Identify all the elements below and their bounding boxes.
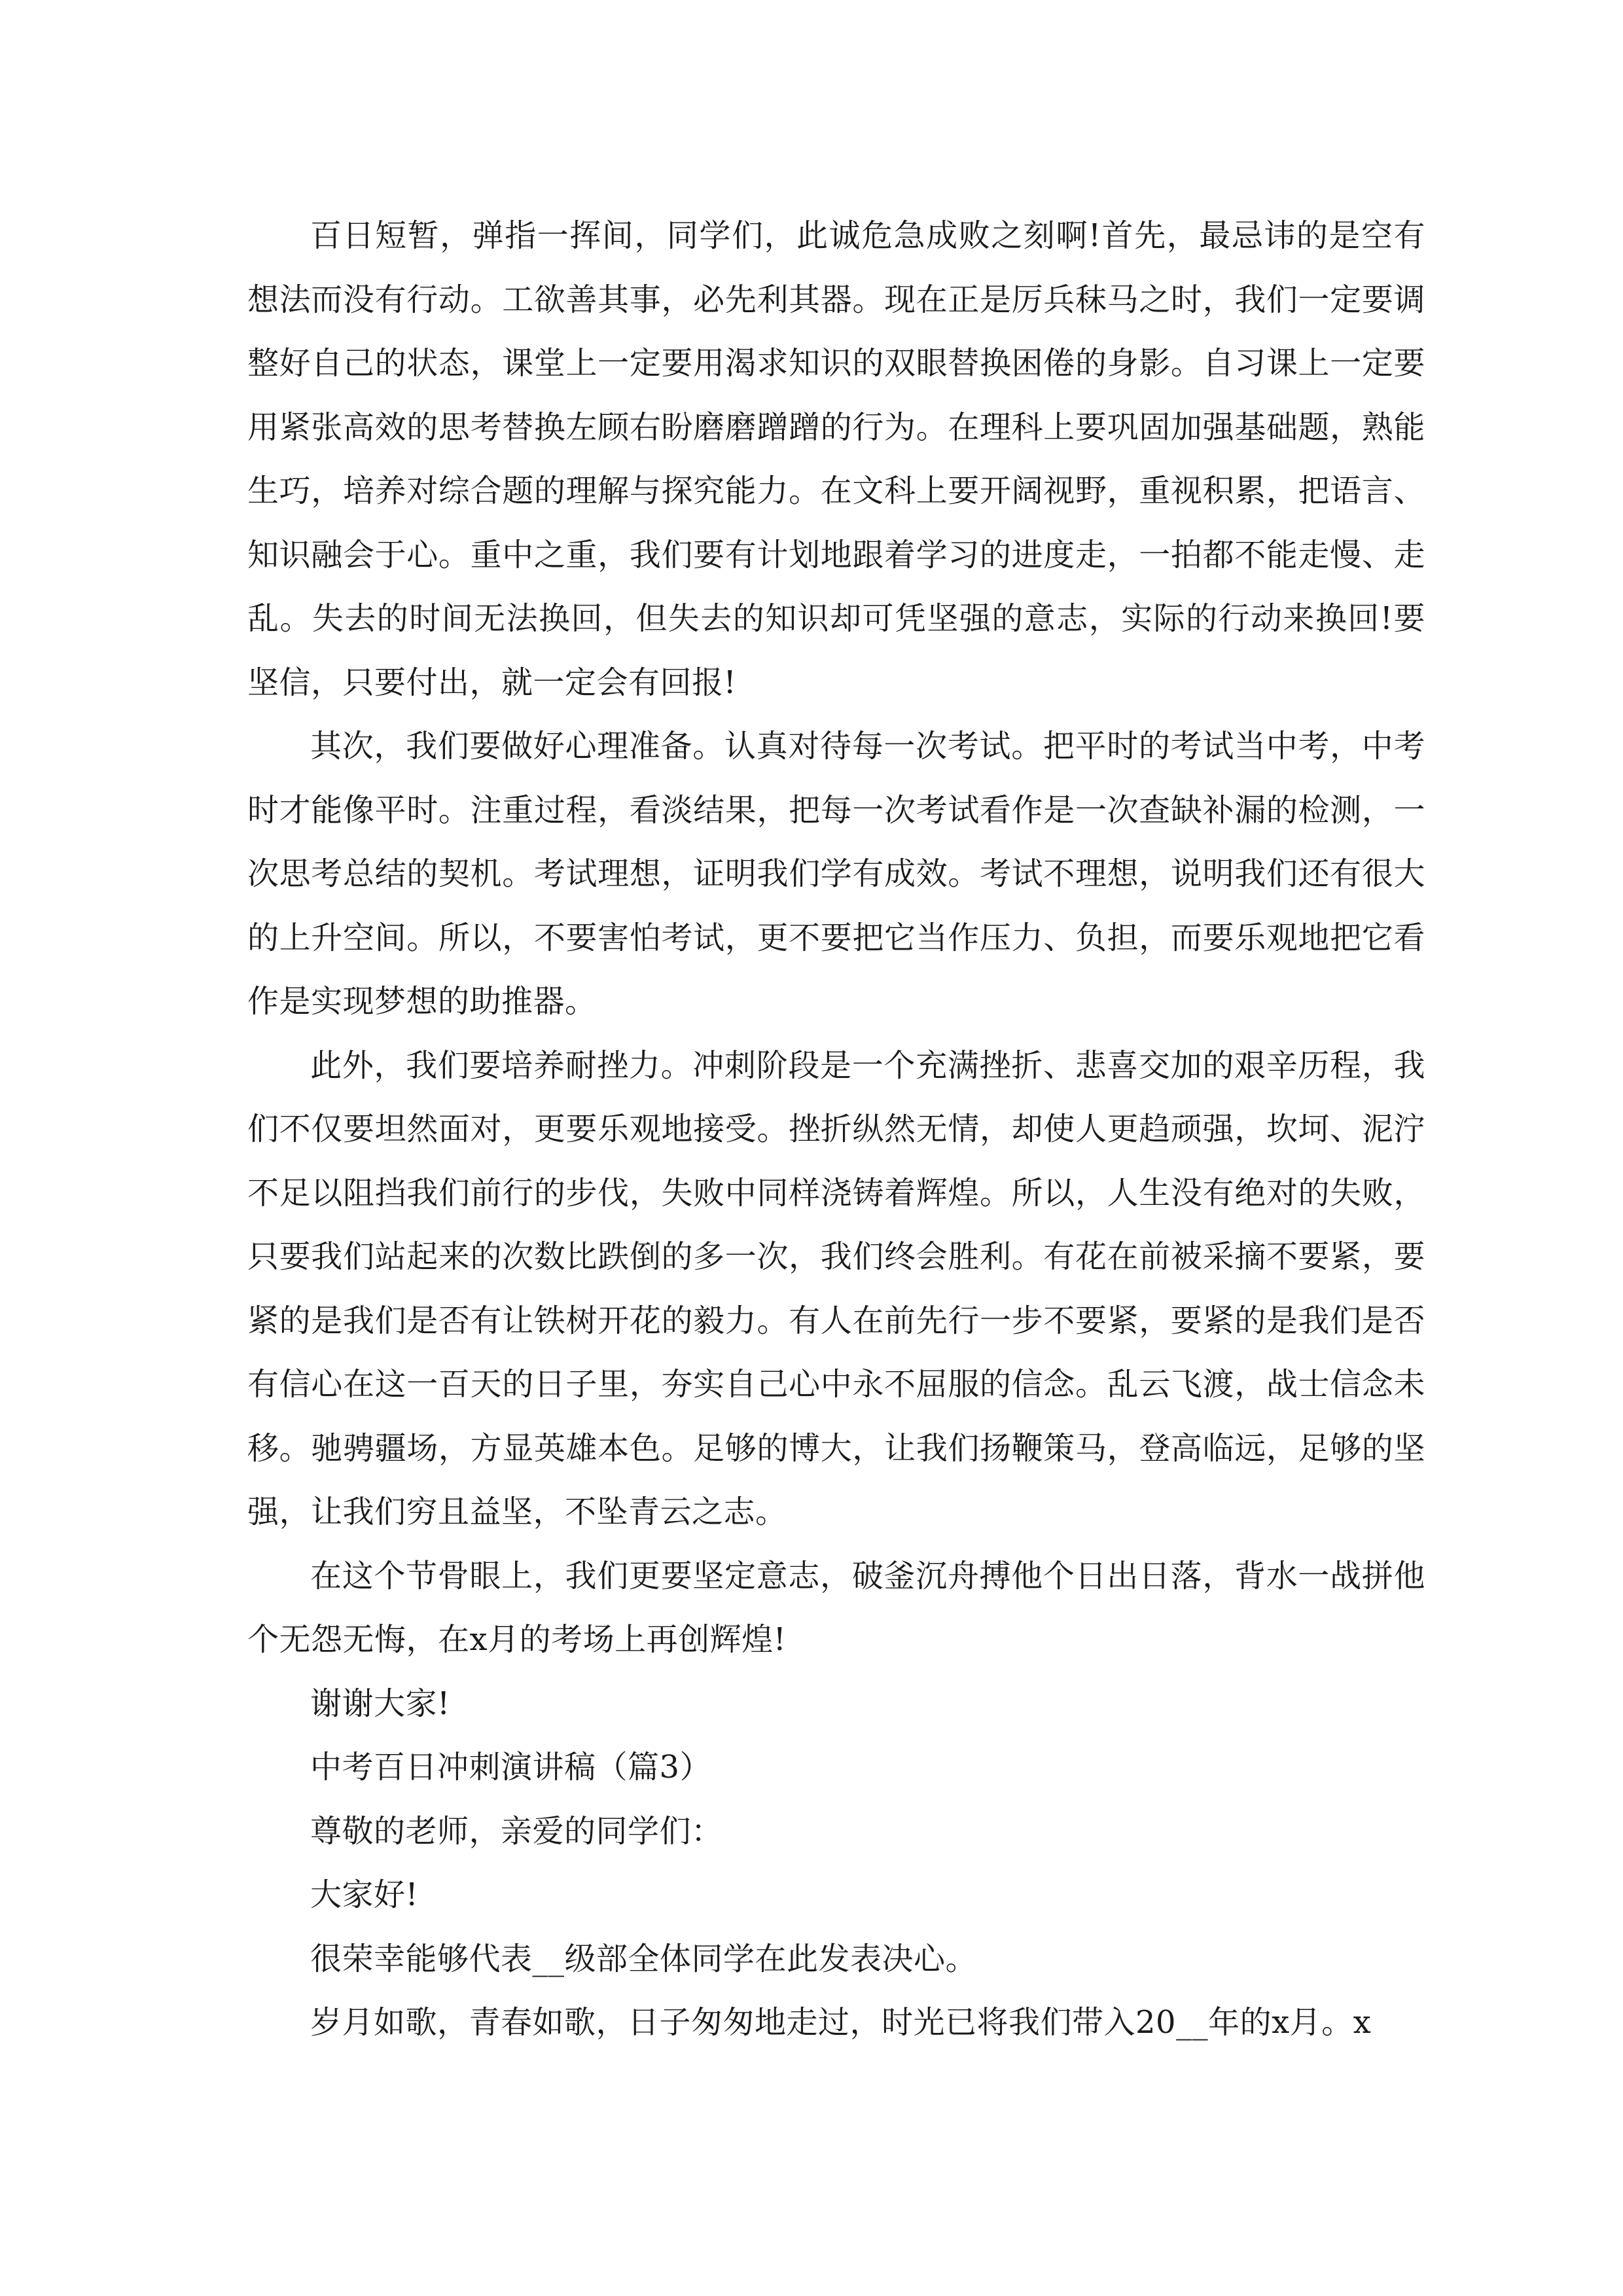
intro-line: 很荣幸能够代表__级部全体同学在此发表决心。 xyxy=(310,1940,978,1977)
paragraph-determination: 在这个节骨眼上，我们更要坚定意志，破釜沉舟搏他个日出日落，背水一战拼他个无怨无悔，在x月的考场上再创辉煌! xyxy=(247,1557,1425,1658)
salutation: 尊敬的老师，亲爱的同学们： xyxy=(310,1812,723,1850)
paragraph-resilience: 此外，我们要培养耐挫力。冲刺阶段是一个充满挫折、悲喜交加的艰辛历程，我们不仅要坦然面对，更要乐观地接受。挫折纵然无情，却使人更趋顽强，坎坷、泥泞不足以阻挡我们前行的步伐，失败中同样浇铸着辉煌。所以，人生没有绝对的失败，只要我们站起来的次数比跌倒的多一次，我们终会胜利。有花在前被采摘不要紧，要紧的是我们是否有让铁树开花的毅力。有人在前先行一步不要紧，要紧的是我们是否有信心在这一百天的日子里，夯实自己心中永不屈服的信念。乱云飞渡，战士信念未移。驰骋疆场，方显英雄本色。足够的博大，让我们扬鞭策马，登高临远，足够的坚强，让我们穷且益坚，不坠青云之志。 xyxy=(247,1047,1425,1530)
paragraph-focus-action: 百日短暂，弹指一挥间，同学们，此诚危急成败之刻啊!首先，最忌讳的是空有想法而没有行动。工欲善其事，必先利其器。现在正是厉兵秣马之时，我们一定要调整好自己的状态，课堂上一定要用渴求知识的双眼替换困倦的身影。自习课上一定要用紧张高效的思考替换左顾右盼磨磨蹭蹭的行为。在理科上要巩固加强基础题，熟能生巧，培养对综合题的理解与探究能力。在文科上要开阔视野，重视积累，把语言、知识融会于心。重中之重，我们要有计划地跟着学习的进度走，一拍都不能走慢、走乱。失去的时间无法换回，但失去的知识却可凭坚强的意志，实际的行动来换回!要坚信，只要付出，就一定会有回报! xyxy=(247,217,1425,701)
closing-thanks: 谢谢大家! xyxy=(310,1685,450,1722)
section-title: 中考百日冲刺演讲稿（篇3） xyxy=(310,1749,712,1785)
paragraph-mental-preparation: 其次，我们要做好心理准备。认真对待每一次考试。把平时的考试当中考，中考时才能像平时。注重过程，看淡结果，把每一次考试看作是一次查缺补漏的检测，一次思考总结的契机。考试理想，证明我们学有成效。考试不理想，说明我们还有很大的上升空间。所以，不要害怕考试，更不要把它当作压力、负担，而要乐观地把它看作是实现梦想的助推器。 xyxy=(247,728,1425,1020)
opening-line: 岁月如歌，青春如歌，日子匆匆地走过，时光已将我们带入20__年的x月。x xyxy=(310,2004,1372,2041)
document-body xyxy=(247,204,1425,2055)
greeting: 大家好! xyxy=(310,1876,419,1913)
